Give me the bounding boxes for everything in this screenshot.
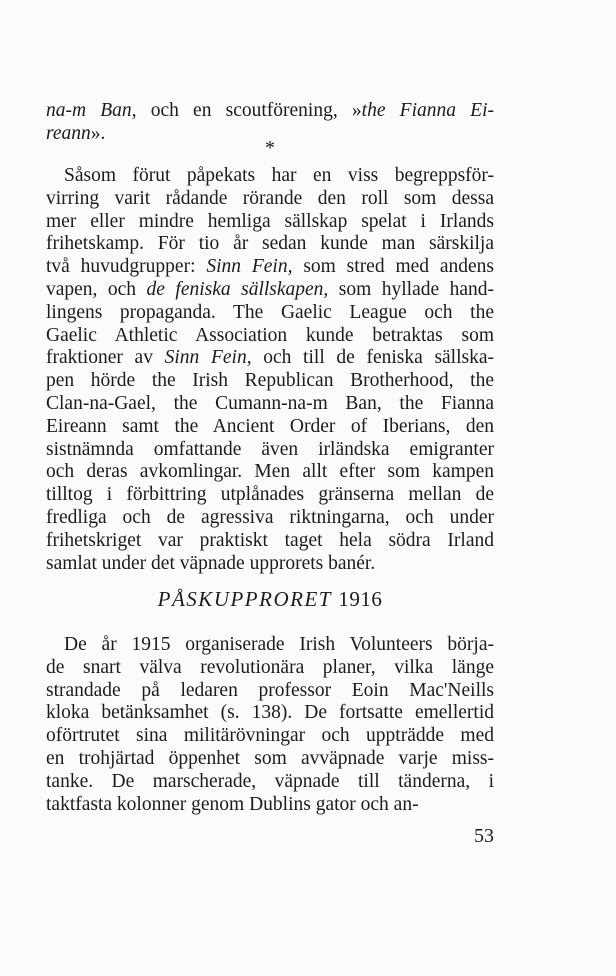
text-line: fredliga och de agressiva riktningarna, och under xyxy=(46,506,494,528)
text-line: frihetskriget var praktiskt taget hela södra Irland xyxy=(46,529,494,551)
text-line: virring varit rådande rörande den roll som dessa xyxy=(46,187,494,209)
text-line: oförtrutet sina militärövningar och uppträdde med xyxy=(46,725,494,747)
section-separator: * xyxy=(265,137,275,159)
text-line: Såsom förut påpekats har en viss begreppsför- xyxy=(64,165,494,186)
section-heading xyxy=(46,587,494,612)
page-number: 53 xyxy=(474,825,494,847)
text-line: sistnämnda omfattande även irländska emigranter xyxy=(46,438,494,460)
text-line: tilltog i förbittring utplånades gränserna mellan de xyxy=(46,484,494,506)
heading-year: 1916 xyxy=(338,587,383,611)
text-line: och deras avkomlingar. Men allt efter som kampen xyxy=(46,461,494,483)
text-line: strandade på ledaren professor Eoin Mac'Neills xyxy=(46,679,494,701)
text-line: pen hörde the Irish Republican Brotherhood, the xyxy=(46,370,494,392)
text-line: mer eller mindre hemliga sällskap spelat i Irlands xyxy=(46,210,494,232)
text-line: lingens propaganda. The Gaelic League och the xyxy=(46,301,494,323)
text-line: Gaelic Athletic Association kunde betraktas som xyxy=(46,324,494,346)
paragraph-1 xyxy=(46,165,494,575)
heading-title: PÅSKUPPRORET xyxy=(157,587,332,611)
text-line: frihetskamp. För tio år sedan kunde man särskilja xyxy=(46,233,494,255)
text-line: vapen, och de feniska sällskapen, som hyllade hand- xyxy=(46,278,494,300)
paragraph-2 xyxy=(46,634,494,816)
text-line: samlat under det väpnade upprorets banér. xyxy=(46,552,376,574)
text-line: en trohjärtad öppenhet som avväpnade varje miss- xyxy=(46,747,494,769)
text-line: två huvudgrupper: Sinn Fein, som stred med andens xyxy=(46,256,495,278)
text-line: fraktioner av Sinn Fein, och till de feniska sällska- xyxy=(46,347,495,369)
text-line: de snart välva revolutionära planer, vilka länge xyxy=(46,656,494,678)
text-line: reann». xyxy=(46,122,106,144)
text-line: Clan-na-Gael, the Cumann-na-m Ban, the Fianna xyxy=(46,392,494,414)
text-line: na-m Ban, och en scoutförening, »the Fianna Ei- xyxy=(46,100,494,121)
text-line: kloka betänksamhet (s. 138). De fortsatte emellertid xyxy=(46,702,494,724)
text-line: Eireann samt the Ancient Order of Iberians, den xyxy=(46,415,494,437)
text-line: taktfasta kolonner genom Dublins gator och an- xyxy=(46,793,419,815)
text-line: De år 1915 organiserade Irish Volunteers börja- xyxy=(64,634,494,655)
text-line: tanke. De marscherade, väpnade till tänderna, i xyxy=(46,770,494,792)
